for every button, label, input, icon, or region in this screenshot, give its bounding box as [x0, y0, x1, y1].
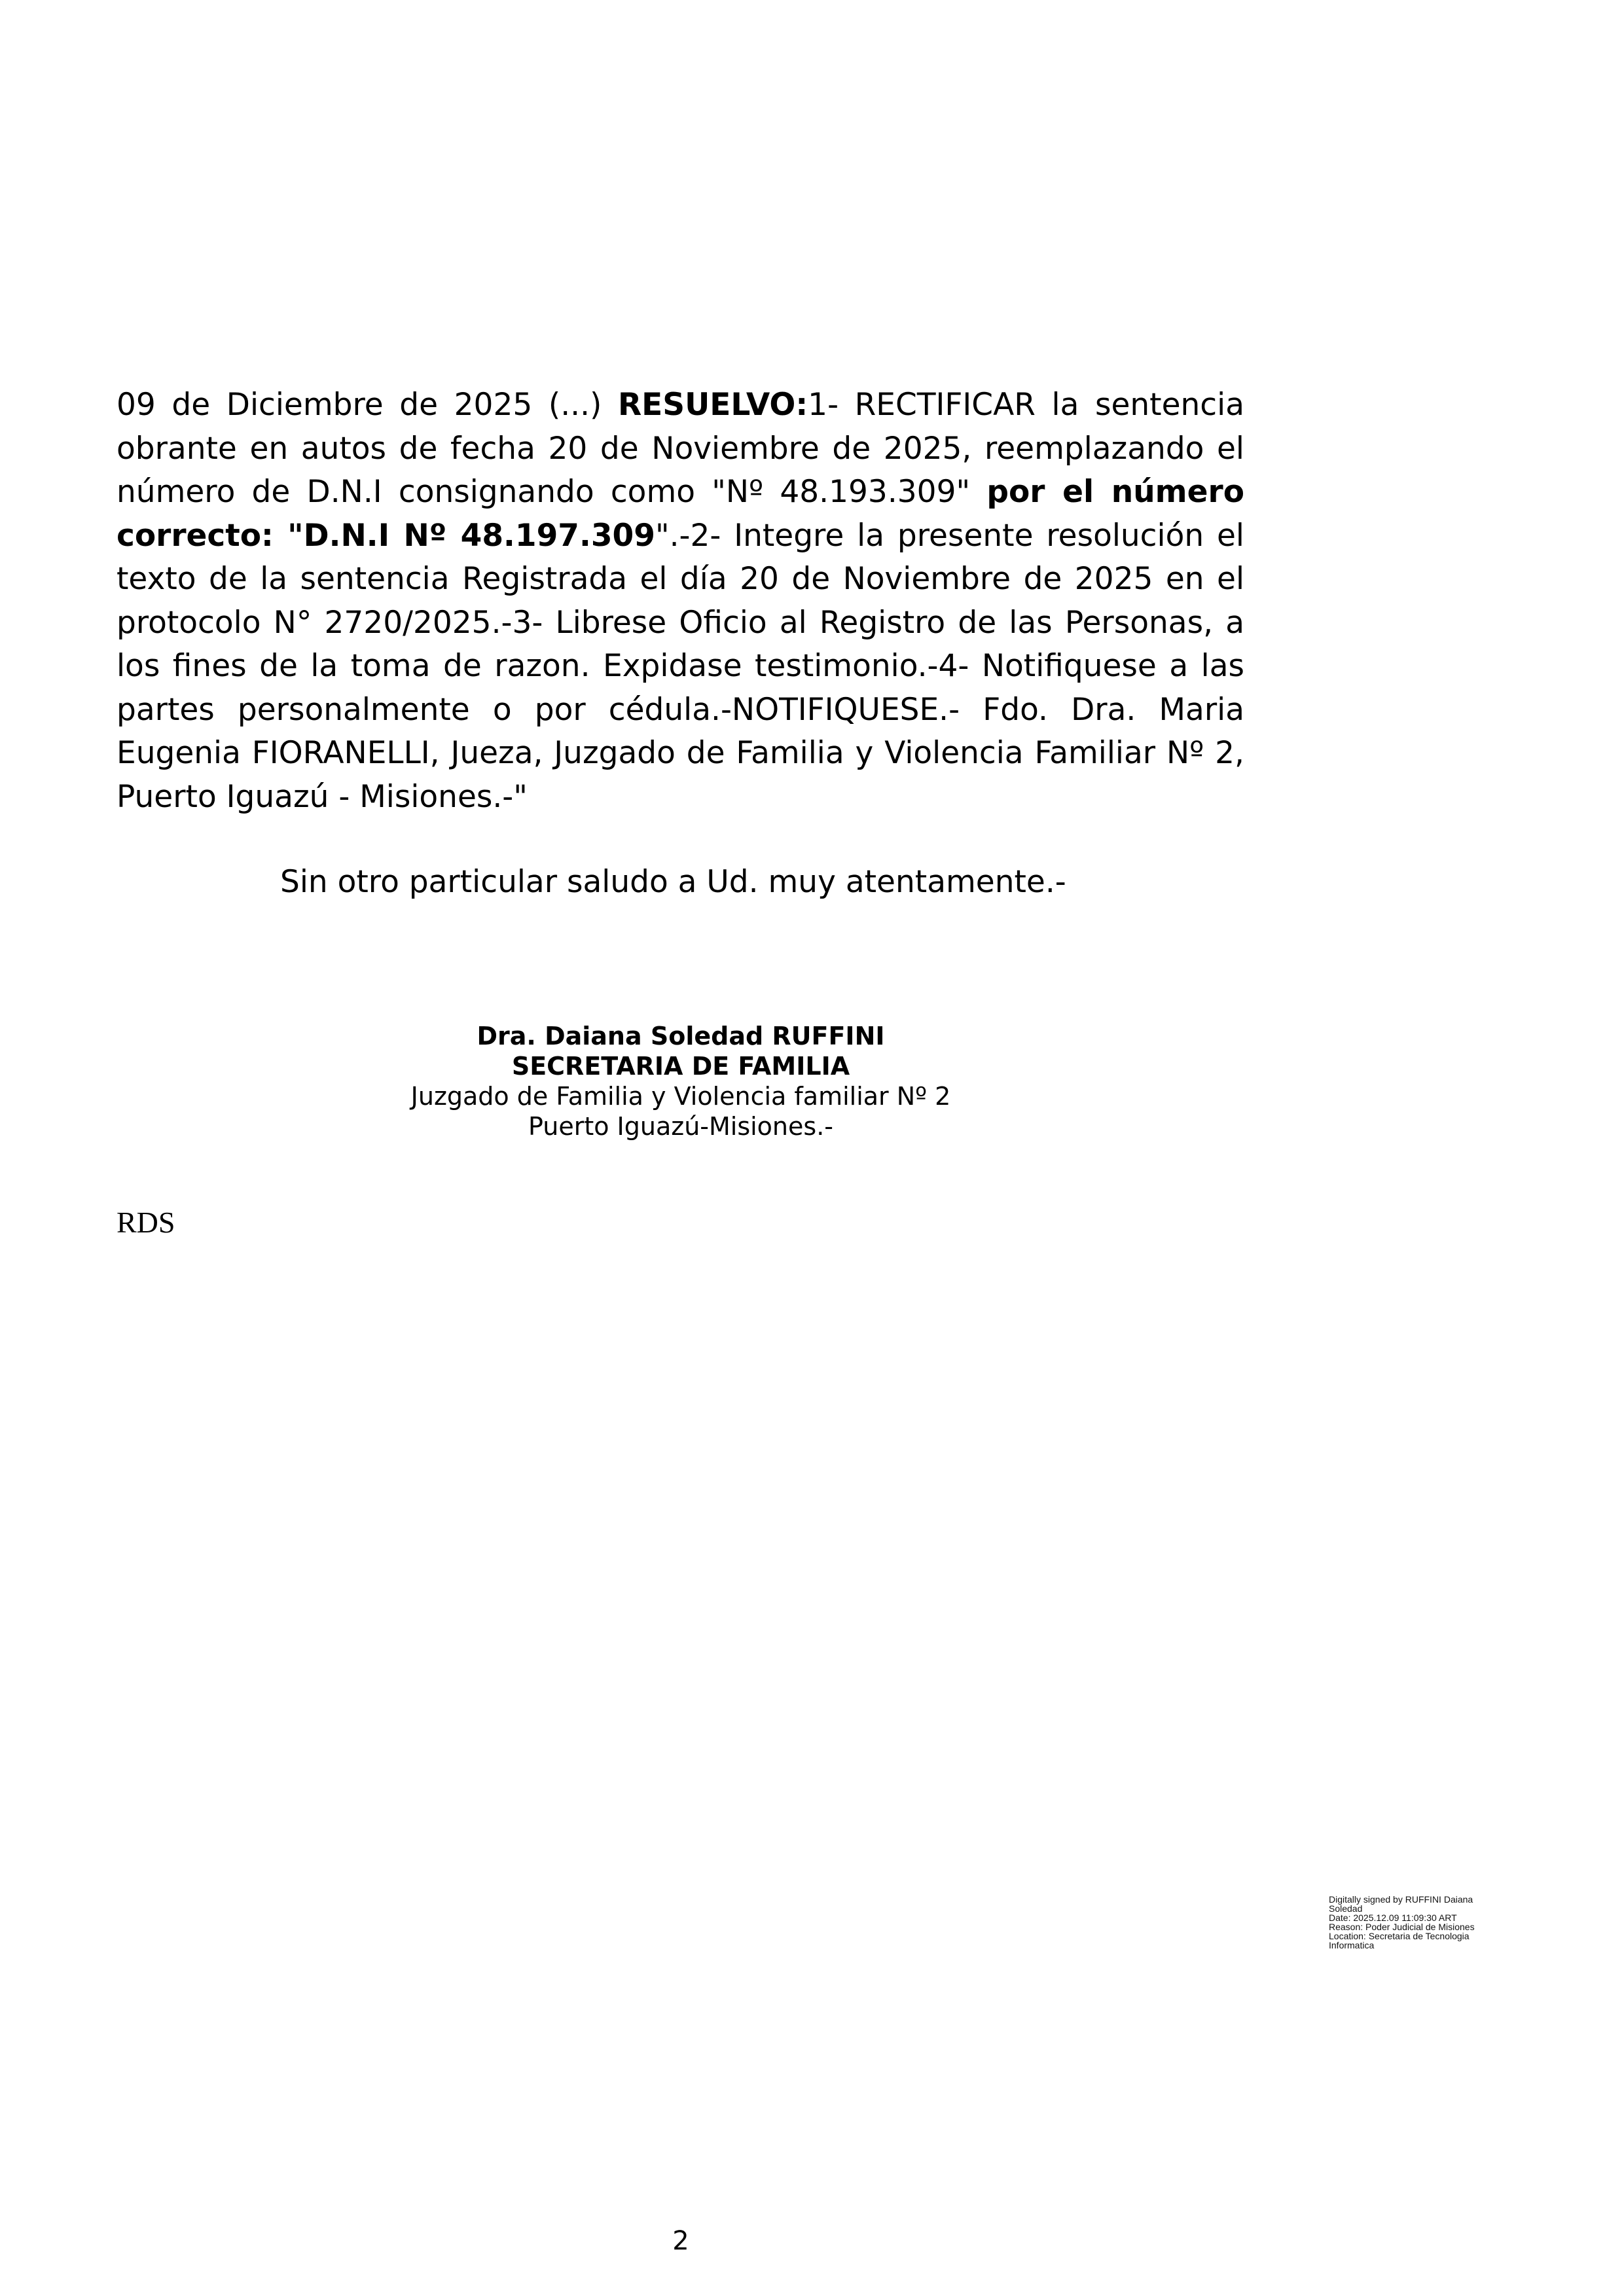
digital-signature-line: Informatica — [1329, 1940, 1375, 1950]
resuelvo-heading: RESUELVO: — [617, 387, 808, 423]
paragraph-text-3: ".-2- Integre la presente resolución el texto de la sentencia Registrada el día 20 de Noviembre de 2025 en el protocolo N° 2720/2025.-3- Librese Oficio al Registro de las Personas, a los fines de la toma de razon. Expidase testimonio.-4- Notifiquese a las partes personalmente o por cédula.-NOTIFIQUESE.- Fdo. Dra. Maria Eugenia FIORANELLI, Jueza, Juzgado de Familia y Violencia Familiar Nº 2, Puerto Iguazú - Misiones.-" — [117, 517, 1244, 815]
closing-salutation: Sin otro particular saludo a Ud. muy atentamente.- — [280, 864, 1066, 900]
author-initials: RDS — [117, 1206, 175, 1239]
signer-court: Juzgado de Familia y Violencia familiar Nº 2 — [410, 1082, 951, 1111]
signature-block — [275, 1021, 1087, 1141]
digital-signature-line: Location: Secretaria de Tecnologia — [1329, 1931, 1470, 1941]
signer-title: SECRETARIA DE FAMILIA — [511, 1052, 850, 1081]
signer-name: Dra. Daiana Soledad RUFFINI — [477, 1022, 885, 1050]
signer-location: Puerto Iguazú-Misiones.- — [528, 1112, 833, 1141]
page-number: 2 — [672, 2226, 689, 2256]
correct-dni-text: por el número correcto: "D.N.I Nº 48.197.309 — [117, 474, 1245, 554]
digital-signature-line: Date: 2025.12.09 11:09:30 ART — [1329, 1912, 1457, 1923]
digital-signature-stamp — [1329, 1895, 1525, 1950]
paragraph-text-1: 09 de Diciembre de 2025 (...) — [117, 387, 618, 423]
digital-signature-line: Digitally signed by RUFFINI Daiana — [1329, 1894, 1473, 1905]
digital-signature-line: Soledad — [1329, 1903, 1363, 1914]
digital-signature-line: Reason: Poder Judicial de Misiones — [1329, 1922, 1475, 1932]
resolution-paragraph — [117, 384, 1244, 819]
paragraph-text-2: 1- RECTIFICAR la sentencia obrante en autos de fecha 20 de Noviembre de 2025, reemplazando el número de D.N.I consignando como "Nº 48.193.309" — [117, 387, 1245, 510]
